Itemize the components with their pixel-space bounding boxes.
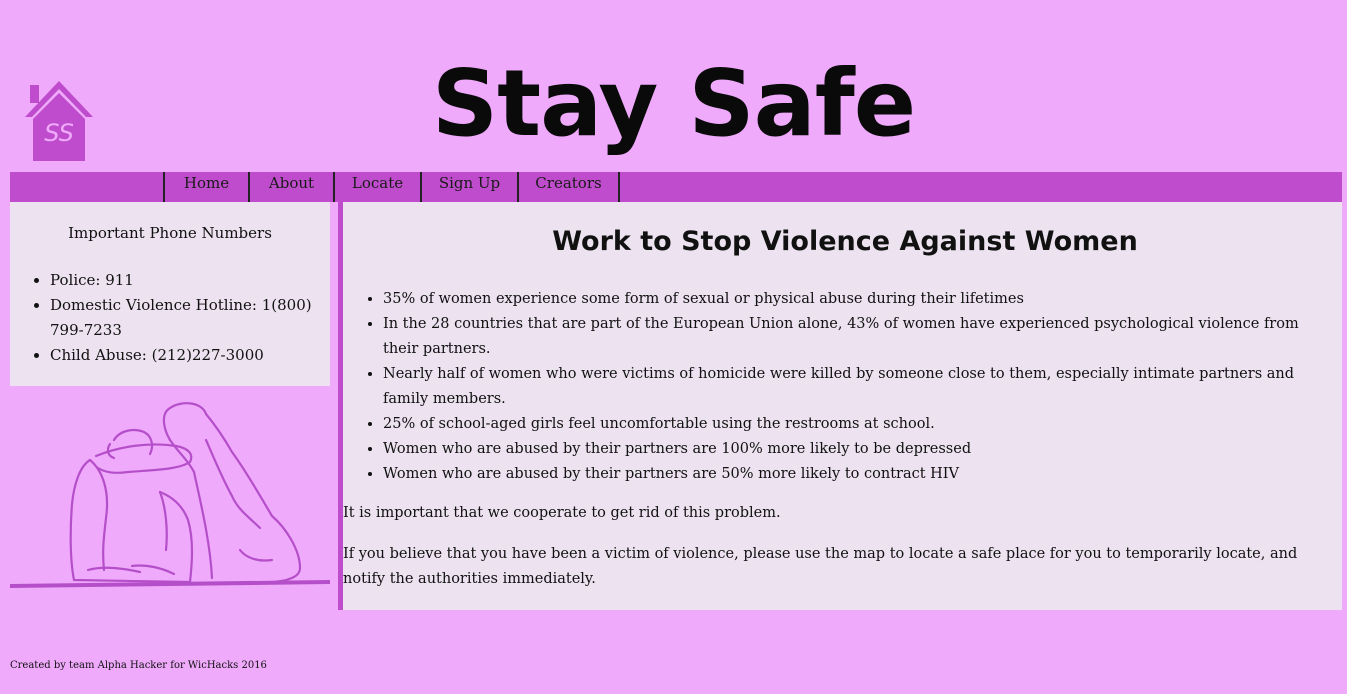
nav-item-locate[interactable]: Locate xyxy=(333,172,420,202)
statistic-item: • 35% of women experience some form of sexual or physical abuse during their lifetimes xyxy=(383,287,1323,312)
statistic-item: • 25% of school-aged girls feel uncomfortable using the restrooms at school. xyxy=(383,412,1323,437)
main-navbar xyxy=(10,172,1342,202)
phone-item-child-abuse: • Child Abuse: (212)227-3000 xyxy=(50,343,326,368)
phone-item-police: • Police: 911 xyxy=(50,268,326,293)
victim-advice-paragraph: If you believe that you have been a victim of violence, please use the map to locate a safe place for you to temporarily locate, and notify the authorities immediately. xyxy=(343,546,1298,587)
main-title: Work to Stop Violence Against Women xyxy=(552,226,1138,257)
phone-item-hotline: • Domestic Violence Hotline: 1(800) 799-7233 xyxy=(50,293,326,343)
statistic-item: • Women who are abused by their partners are 100% more likely to be depressed xyxy=(383,437,1323,462)
phone-numbers-list xyxy=(50,268,326,368)
statistics-list xyxy=(383,287,1323,487)
footer-credit: Created by team Alpha Hacker for WicHacks 2016 xyxy=(10,660,267,671)
statistic-item: • Women who are abused by their partners are 50% more likely to contract HIV xyxy=(383,462,1323,487)
nav-item-sign-up[interactable]: Sign Up xyxy=(420,172,517,202)
cooperation-paragraph: It is important that we cooperate to get rid of this problem. xyxy=(343,505,781,521)
nav-item-creators[interactable]: Creators xyxy=(517,172,620,202)
couple-illustration xyxy=(10,400,330,592)
phone-numbers-heading: Important Phone Numbers xyxy=(68,224,272,242)
logo-text: SS xyxy=(44,119,74,147)
nav-item-about[interactable]: About xyxy=(248,172,333,202)
main-content-panel xyxy=(338,202,1342,610)
site-title: Stay Safe xyxy=(431,50,916,157)
phone-numbers-panel xyxy=(10,202,330,386)
nav-item-home[interactable]: Home xyxy=(163,172,248,202)
statistic-item: • Nearly half of women who were victims of homicide were killed by someone close to them, especially intimate partners and family members. xyxy=(383,362,1323,412)
statistic-item: • In the 28 countries that are part of the European Union alone, 43% of women have experienced psychological violence from their partners. xyxy=(383,312,1323,362)
